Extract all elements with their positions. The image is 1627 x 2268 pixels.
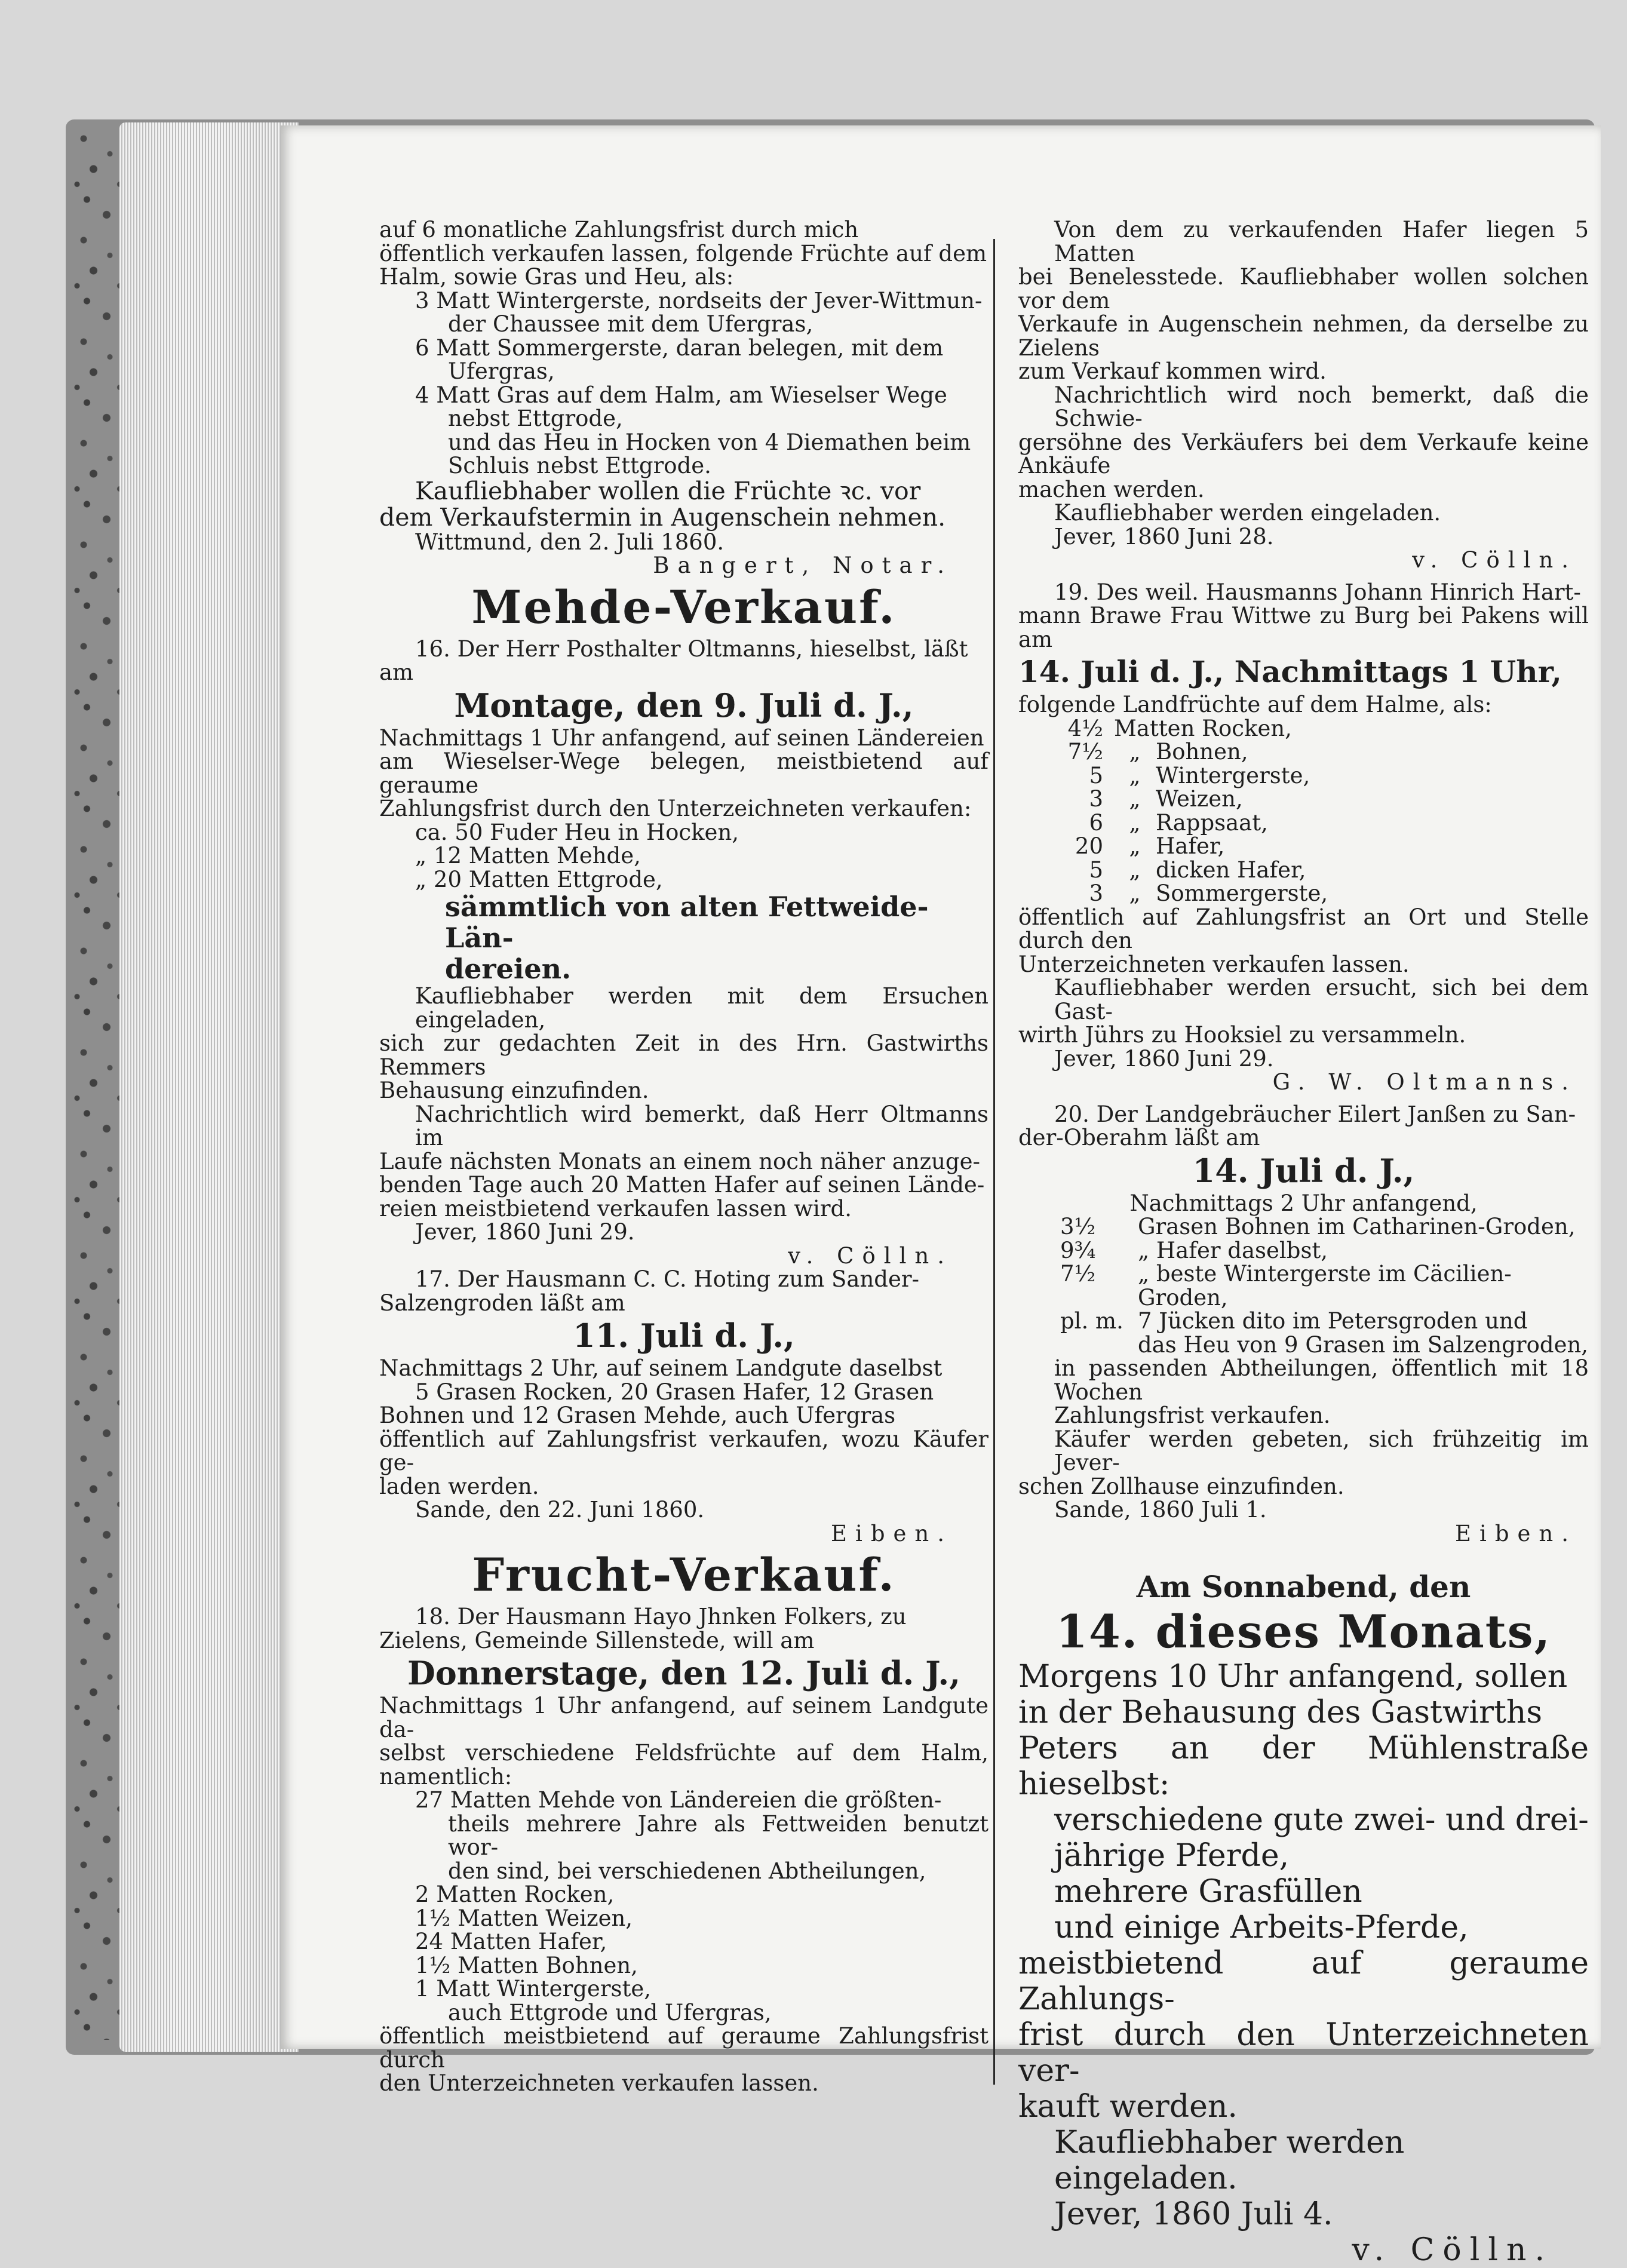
place-date: Sande, 1860 Juli 1. bbox=[1054, 1497, 1267, 1523]
notice-text: in der Behausung des Gastwirths bbox=[1018, 1695, 1543, 1730]
notice-text: reien meistbietend verkaufen lassen wird. bbox=[379, 1195, 852, 1222]
notice-text: folgende Landfrüchte auf dem Halme, als: bbox=[1018, 692, 1492, 717]
quantity bbox=[1060, 1333, 1138, 1357]
notice-text: Laufe nächsten Monats an einem noch näher anzuge- bbox=[379, 1148, 980, 1174]
notice-text: laden werden. bbox=[379, 1473, 539, 1499]
notice-text: am bbox=[379, 659, 414, 685]
list-item: ca. 50 Fuder Heu in Hocken, bbox=[415, 819, 739, 845]
notice-text: machen werden. bbox=[1018, 476, 1205, 502]
quantity: 7½ bbox=[1067, 739, 1103, 765]
list-item: Ufergras, bbox=[448, 358, 555, 384]
list-item: 6 Matt Sommergerste, daran belegen, mit dem bbox=[415, 334, 944, 361]
landfruit-list bbox=[1018, 717, 1589, 906]
list-item bbox=[1018, 1239, 1589, 1263]
place-date: Sande, den 22. Juni 1860. bbox=[415, 1497, 705, 1523]
crop-name: Hafer, bbox=[1156, 833, 1225, 859]
notice-text: bei Benelesstede. Kaufliebhaber wollen solchen vor dem bbox=[1018, 264, 1589, 314]
list-item bbox=[1018, 858, 1589, 882]
notice-text: selbst verschiedene Feldsfrüchte auf dem Halm, namentlich: bbox=[379, 1740, 989, 1790]
place-date: Jever, 1860 Juni 29. bbox=[1054, 1045, 1274, 1072]
notice-text: Kaufliebhaber werden eingeladen. bbox=[1054, 500, 1441, 526]
signature: G. W. Oltmanns. bbox=[1272, 1069, 1577, 1095]
notice-text: Morgens 10 Uhr anfangend, sollen bbox=[1018, 1659, 1568, 1695]
bold-notice-line: sämmtlich von alten Fettweide-Län- bbox=[445, 891, 929, 954]
notice-text: Halm, sowie Gras und Heu, als: bbox=[379, 264, 734, 290]
bold-notice-line: dereien. bbox=[445, 953, 572, 985]
notice-text: Zahlungsfrist verkaufen. bbox=[1054, 1402, 1331, 1428]
left-column bbox=[379, 218, 989, 2095]
list-item bbox=[1018, 1262, 1589, 1309]
notice-text: Käufer werden gebeten, sich frühzeitig im Jever- bbox=[1054, 1426, 1589, 1475]
auction-date-heading: 11. Juli d. J., bbox=[573, 1316, 795, 1355]
crop-name: Weizen, bbox=[1156, 786, 1243, 812]
list-item: 27 Matten Mehde von Ländereien die größten- bbox=[415, 1787, 942, 1813]
list-item: 3 Matt Wintergerste, nordseits der Jever-Wittmun- bbox=[415, 287, 983, 314]
notice-text: Nachmittags 1 Uhr anfangend, auf seinen Ländereien bbox=[379, 725, 984, 751]
notice-text: in passenden Abtheilungen, öffentlich mit 18 Wochen bbox=[1054, 1355, 1589, 1405]
ditto-mark: „ bbox=[1129, 833, 1141, 859]
notice-text: benden Tage auch 20 Matten Hafer auf seinen Lände- bbox=[379, 1172, 985, 1198]
quantity: 4½ bbox=[1067, 715, 1103, 741]
column-divider bbox=[993, 239, 995, 2085]
list-item: den sind, bei verschiedenen Abtheilungen, bbox=[448, 1858, 926, 1884]
notice-text: 20. Der Landgebräucher Eilert Janßen zu San- bbox=[1054, 1101, 1576, 1127]
notice-text: Behausung einzufinden. bbox=[379, 1078, 649, 1103]
section-heading-mehde: Mehde-Verkauf. bbox=[471, 580, 897, 634]
quantity: 3½ bbox=[1060, 1214, 1096, 1239]
notice-text: Nachmittags 1 Uhr anfangend, auf seinem Landgute da- bbox=[379, 1693, 989, 1742]
auction-date-heading: 14. Juli d. J., bbox=[1192, 1151, 1415, 1190]
notice-text: kauft werden. bbox=[1018, 2089, 1238, 2125]
notice-text: Nachmittags 2 Uhr anfangend, bbox=[1129, 1190, 1478, 1216]
notice-text: Peters an der Mühlenstraße hieselbst: bbox=[1018, 1730, 1589, 1802]
notice-text: meistbietend auf geraume Zahlungs- bbox=[1018, 1945, 1589, 2017]
list-item: 1½ Matten Weizen, bbox=[415, 1905, 633, 1931]
notice-text: öffentlich auf Zahlungsfrist an Ort und Stelle durch den bbox=[1018, 904, 1589, 953]
notice-text: jährige Pferde, bbox=[1054, 1838, 1290, 1874]
notice-text: und einige Arbeits-Pferde, bbox=[1054, 1910, 1469, 1945]
notice-text: öffentlich auf Zahlungsfrist verkaufen, wozu Käufer ge- bbox=[379, 1426, 989, 1475]
list-item: und das Heu in Hocken von 4 Diemathen beim bbox=[448, 429, 971, 455]
signature: Eiben. bbox=[1454, 1520, 1577, 1546]
crop-name: Matten Rocken, bbox=[1114, 715, 1292, 741]
notice-text: Nachrichtlich wird bemerkt, daß Herr Oltmanns im bbox=[415, 1101, 989, 1150]
notice-text: 18. Der Hausmann Hayo Jhnken Folkers, zu bbox=[415, 1604, 907, 1629]
auction-date-heading: 14. dieses Monats, bbox=[1055, 1605, 1552, 1658]
item-text: das Heu von 9 Grasen im Salzengroden, bbox=[1138, 1331, 1589, 1358]
item-text: Grasen Bohnen im Catharinen-Groden, bbox=[1138, 1214, 1576, 1239]
notice-text: mann Brawe Frau Wittwe zu Burg bei Pakens will am bbox=[1018, 603, 1589, 652]
list-item bbox=[1018, 740, 1589, 764]
notice-text: Kaufliebhaber werden ersucht, sich bei dem Gast- bbox=[1054, 975, 1589, 1024]
ditto-mark: „ bbox=[1129, 739, 1141, 765]
signature: v. Cölln. bbox=[1412, 547, 1577, 573]
list-item: auch Ettgrode und Ufergras, bbox=[448, 1999, 772, 2025]
notice-text: Kaufliebhaber werden eingeladen. bbox=[1054, 2125, 1405, 2196]
book-page bbox=[281, 125, 1601, 2268]
auction-date-heading: Donnerstage, den 12. Juli d. J., bbox=[407, 1654, 961, 1692]
notice-text: 17. Der Hausmann C. C. Hoting zum Sander- bbox=[415, 1266, 920, 1292]
ditto-mark: „ bbox=[1129, 880, 1141, 906]
list-item: Schluis nebst Ettgrode. bbox=[448, 453, 711, 478]
list-item: 1 Matt Wintergerste, bbox=[415, 1976, 652, 2002]
notice-text: verschiedene gute zwei- und drei- bbox=[1054, 1802, 1589, 1838]
notice-text: Kaufliebhaber werden mit dem Ersuchen eingeladen, bbox=[415, 983, 989, 1033]
notice-text: auf 6 monatliche Zahlungsfrist durch mich bbox=[379, 217, 859, 243]
quantity: 5 bbox=[1089, 857, 1103, 883]
list-item bbox=[1018, 717, 1589, 741]
place-date: Jever, 1860 Juni 28. bbox=[1054, 523, 1274, 550]
notice-text: mehrere Grasfüllen bbox=[1054, 1874, 1362, 1910]
place-date: Jever, 1860 Juni 29. bbox=[415, 1219, 635, 1245]
list-item bbox=[1018, 787, 1589, 811]
item-text: 7 Jücken dito im Petersgroden und bbox=[1138, 1308, 1528, 1334]
ditto-mark: „ bbox=[1129, 786, 1141, 812]
quantity: 3 bbox=[1089, 786, 1103, 812]
quantity: 6 bbox=[1089, 809, 1103, 836]
quantity: 7½ bbox=[1060, 1261, 1096, 1287]
horse-auction-notice bbox=[1018, 1569, 1589, 2268]
notice-text: 16. Der Herr Posthalter Oltmanns, hieselbst, läßt bbox=[415, 636, 968, 662]
item-text: „ Hafer daselbst, bbox=[1138, 1237, 1328, 1263]
notice-text: der-Oberahm läßt am bbox=[1018, 1125, 1260, 1150]
crop-name: Bohnen, bbox=[1156, 739, 1248, 765]
quantity: 9¾ bbox=[1060, 1237, 1096, 1263]
notice-text: wirth Jührs zu Hooksiel zu versammeln. bbox=[1018, 1022, 1466, 1048]
notice-text: Salzengroden läßt am bbox=[379, 1290, 625, 1316]
list-item bbox=[1018, 882, 1589, 906]
section-heading-frucht: Frucht-Verkauf. bbox=[472, 1548, 896, 1601]
right-column bbox=[1018, 218, 1589, 2268]
notice-text: am Wieselser-Wege belegen, meistbietend auf geraume bbox=[379, 748, 989, 798]
quantity: 3 bbox=[1089, 880, 1103, 906]
crop-name: Sommergerste, bbox=[1156, 880, 1328, 906]
quantity: 20 bbox=[1075, 833, 1103, 859]
list-item bbox=[1018, 1309, 1589, 1333]
notice-text: Verkaufe in Augenschein nehmen, da derselbe zu Zielens bbox=[1018, 311, 1589, 361]
ditto-mark: „ bbox=[1129, 809, 1141, 836]
signature: Bangert, Notar. bbox=[653, 553, 953, 578]
notice-text: Bohnen und 12 Grasen Mehde, auch Ufergras bbox=[379, 1402, 896, 1428]
notice-text: öffentlich verkaufen lassen, folgende Früchte auf dem bbox=[379, 240, 987, 266]
notice-text: 5 Grasen Rocken, 20 Grasen Hafer, 12 Grasen bbox=[415, 1379, 934, 1405]
quantity: pl. m. bbox=[1060, 1308, 1123, 1334]
notice-text: 19. Des weil. Hausmanns Johann Hinrich Hart- bbox=[1054, 579, 1581, 605]
item-text: „ beste Wintergerste im Cäcilien-Groden, bbox=[1138, 1261, 1512, 1311]
notice-text: dem Verkaufstermin in Augenschein nehmen. bbox=[379, 502, 946, 532]
sale-list bbox=[1018, 1215, 1589, 1356]
notice-text: gersöhne des Verkäufers bei dem Verkaufe keine Ankäufe bbox=[1018, 429, 1589, 478]
list-item bbox=[1018, 811, 1589, 835]
list-item: „ 12 Matten Mehde, bbox=[415, 843, 641, 868]
crop-name: dicken Hafer, bbox=[1156, 857, 1306, 883]
notice-text: Unterzeichneten verkaufen lassen. bbox=[1018, 951, 1410, 977]
list-item bbox=[1018, 834, 1589, 858]
signature: v. Cölln. bbox=[1352, 2232, 1553, 2268]
list-item: 2 Matten Rocken, bbox=[415, 1882, 615, 1907]
place-date: Jever, 1860 Juli 4. bbox=[1054, 2196, 1333, 2232]
notice-text: öffentlich meistbietend auf geraume Zahlungsfrist durch bbox=[379, 2023, 989, 2073]
notice-text: Zielens, Gemeinde Sillenstede, will am bbox=[379, 1627, 815, 1653]
list-item: 24 Matten Hafer, bbox=[415, 1929, 607, 1954]
notice-heading: Am Sonnabend, den bbox=[1136, 1569, 1471, 1604]
notice-text: frist durch den Unterzeichneten ver- bbox=[1018, 2017, 1589, 2089]
crop-name: Rappsaat, bbox=[1156, 809, 1268, 836]
notice-text: Nachrichtlich wird noch bemerkt, daß die Schwie- bbox=[1054, 382, 1589, 431]
list-item bbox=[1018, 1333, 1589, 1357]
page-edges bbox=[119, 122, 299, 2052]
place-date: Wittmund, den 2. Juli 1860. bbox=[415, 529, 725, 555]
auction-date-heading: 14. Juli d. J., Nachmittags 1 Uhr, bbox=[1018, 654, 1562, 689]
list-item: der Chaussee mit dem Ufergras, bbox=[448, 311, 814, 337]
signature: Eiben. bbox=[830, 1520, 953, 1546]
notice-text: sich zur gedachten Zeit in des Hrn. Gastwirths Remmers bbox=[379, 1030, 989, 1080]
list-item: „ 20 Matten Ettgrode, bbox=[415, 866, 663, 892]
auction-date-heading: Montage, den 9. Juli d. J., bbox=[454, 686, 914, 725]
notice-text: schen Zollhause einzufinden. bbox=[1018, 1473, 1344, 1499]
list-item bbox=[1018, 1215, 1589, 1239]
notice-text: Von dem zu verkaufenden Hafer liegen 5 Matten bbox=[1054, 217, 1589, 266]
notice-text: zum Verkauf kommen wird. bbox=[1018, 358, 1327, 384]
ditto-mark: „ bbox=[1129, 857, 1141, 883]
list-item: theils mehrere Jahre als Fettweiden benutzt wor- bbox=[448, 1810, 989, 1860]
notice-text: Zahlungsfrist durch den Unterzeichneten verkaufen: bbox=[379, 796, 972, 821]
list-item: nebst Ettgrode, bbox=[448, 406, 623, 431]
list-item bbox=[1018, 764, 1589, 788]
notice-text: Kaufliebhaber wollen die Früchte ꝛc. vor bbox=[415, 476, 921, 505]
crop-name: Wintergerste, bbox=[1156, 762, 1310, 788]
notice-text: Nachmittags 2 Uhr, auf seinem Landgute daselbst bbox=[379, 1355, 943, 1381]
notice-text: den Unterzeichneten verkaufen lassen. bbox=[379, 2070, 819, 2096]
quantity: 5 bbox=[1089, 762, 1103, 788]
list-item: 1½ Matten Bohnen, bbox=[415, 1952, 638, 1978]
ditto-mark: „ bbox=[1129, 762, 1141, 788]
signature: v. Cölln. bbox=[788, 1242, 953, 1269]
list-item: 4 Matt Gras auf dem Halm, am Wieselser Wege bbox=[415, 382, 947, 408]
